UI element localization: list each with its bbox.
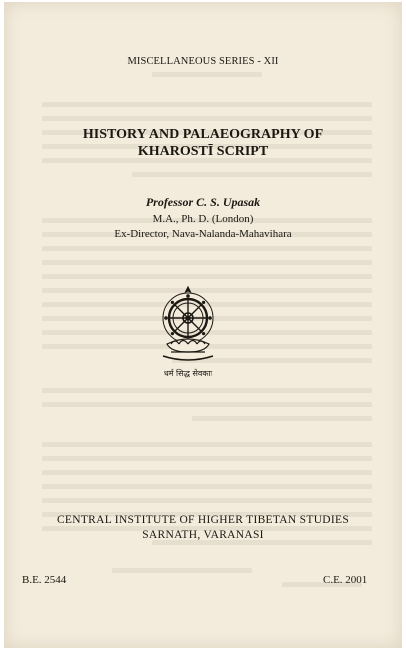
author-degree: M.A., Ph. D. (London) — [152, 213, 254, 225]
publisher-name: CENTRAL INSTITUTE OF HIGHER TIBETAN STUDIES — [56, 514, 350, 526]
series-label: MISCELLANEOUS SERIES - XII — [127, 56, 279, 67]
lotus-base — [163, 339, 213, 360]
book-title — [4, 126, 402, 160]
author-name: Professor C. S. Upasak — [145, 195, 261, 209]
book-title-page — [4, 2, 402, 648]
author-position: Ex-Director, Nava-Nalanda-Mahavihara — [114, 228, 292, 240]
common-era-date: C.E. 2001 — [323, 574, 368, 586]
buddhist-era-date: B.E. 2544 — [22, 574, 67, 586]
emblem-motto: धर्म सिद्ध सेवकाः — [163, 369, 213, 378]
dharma-wheel-lotus-emblem — [149, 278, 227, 382]
book-title-line-1: HISTORY AND PALAEOGRAPHY OF — [82, 127, 324, 142]
publisher-location: SARNATH, VARANASI — [142, 529, 264, 541]
book-title-line-2: KHAROSTĪ SCRIPT — [137, 144, 269, 159]
